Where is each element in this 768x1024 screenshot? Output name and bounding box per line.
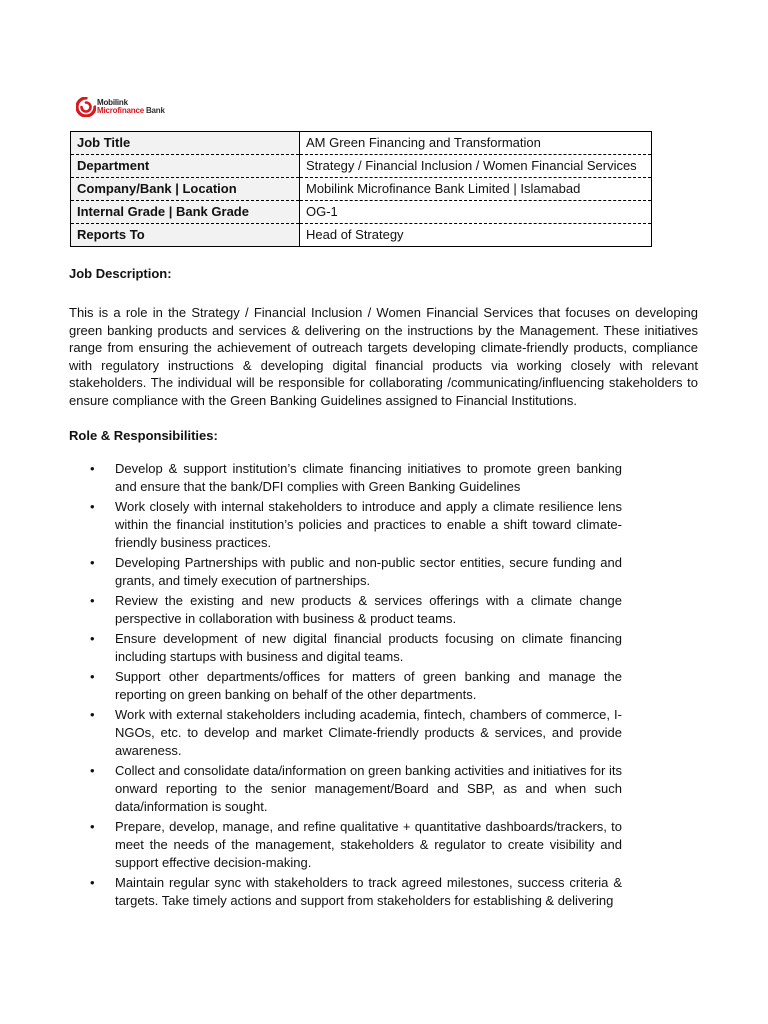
bullet-icon: • (90, 819, 95, 834)
table-row (71, 155, 652, 178)
list-item-text: Support other departments/offices for matters of green banking and manage the reporting on green banking on behalf of the other departments. (115, 669, 622, 702)
list-item (90, 818, 622, 872)
logo-text-mobilink: Mobilink (97, 98, 128, 107)
table-row-label: Company/Bank | Location (71, 178, 300, 201)
list-item-text: Work with external stakeholders including academia, fintech, chambers of commerce, I-NGOs, etc. to develop and market Climate-friendly products & services, and provide awareness. (115, 707, 622, 758)
list-item (90, 460, 622, 496)
bullet-icon: • (90, 555, 95, 570)
responsibilities-heading: Role & Responsibilities: (69, 428, 218, 443)
bullet-icon: • (90, 593, 95, 608)
list-item-text: Collect and consolidate data/information on green banking activities and initiatives for its onward reporting to the senior management/Board and SBP, as and when such data/information is sought. (115, 763, 622, 814)
bullet-icon: • (90, 499, 95, 514)
table-row-value: OG-1 (300, 201, 652, 224)
list-item (90, 630, 622, 666)
list-item (90, 668, 622, 704)
list-item-text: Prepare, develop, manage, and refine qualitative + quantitative dashboards/trackers, to meet the needs of the management, stakeholders & regulator to create visibility and support effective decision-making. (115, 819, 622, 870)
list-item (90, 592, 622, 628)
bullet-icon: • (90, 669, 95, 684)
table-row-label: Department (71, 155, 300, 178)
table-row-value: Head of Strategy (300, 224, 652, 247)
job-info-table (70, 131, 652, 247)
table-row-value: Mobilink Microfinance Bank Limited | Islamabad (300, 178, 652, 201)
list-item-text: Developing Partnerships with public and non-public sector entities, secure funding and grants, and timely execution of partnerships. (115, 555, 622, 588)
table-row (71, 178, 652, 201)
list-item-text: Review the existing and new products & services offerings with a climate change perspective in collaboration with business & product teams. (115, 593, 622, 626)
responsibilities-list (90, 460, 622, 912)
list-item (90, 762, 622, 816)
list-item (90, 706, 622, 760)
list-item (90, 874, 622, 910)
table-row (71, 224, 652, 247)
bullet-icon: • (90, 763, 95, 778)
company-logo (76, 96, 186, 122)
bullet-icon: • (90, 707, 95, 722)
table-row-label: Internal Grade | Bank Grade (71, 201, 300, 224)
logo-text-bank: Bank (143, 106, 165, 115)
list-item-text: Develop & support institution’s climate financing initiatives to promote green banking and ensure that the bank/DFI complies with Green Banking Guidelines (115, 461, 622, 494)
table-row-label: Reports To (71, 224, 300, 247)
list-item (90, 498, 622, 552)
list-item (90, 554, 622, 590)
job-description-heading: Job Description: (69, 266, 172, 281)
list-item-text: Maintain regular sync with stakeholders to track agreed milestones, success criteria & targets. Take timely actions and support from stakeholders for establishing & delivering (115, 875, 622, 908)
table-row (71, 132, 652, 155)
list-item-text: Ensure development of new digital financial products focusing on climate financing including startups with business and digital teams. (115, 631, 622, 664)
logo-text-microfinance-bank (97, 106, 165, 116)
bullet-icon: • (90, 461, 95, 476)
list-item-text: Work closely with internal stakeholders to introduce and apply a climate resilience lens within the financial institution’s policies and practices to enable a shift toward climate-friendly business practices. (115, 499, 622, 550)
bullet-icon: • (90, 875, 95, 890)
logo-text-microfinance: Microfinance (97, 106, 144, 115)
table-row-value: Strategy / Financial Inclusion / Women Financial Services (300, 155, 652, 178)
table-row-label: Job Title (71, 132, 300, 155)
bullet-icon: • (90, 631, 95, 646)
job-description-text: This is a role in the Strategy / Financial Inclusion / Women Financial Services that focuses on developing green banking products and services & delivering on the instructions by the Management. These initiatives range from ensuring the achievement of outreach targets developing climate-friendly products, compliance with regulatory instructions & developing digital financial products via working closely with relevant stakeholders. The individual will be responsible for collaborating /communicating/influencing stakeholders to ensure compliance with the Green Banking Guidelines assigned to Financial Institutions. (69, 305, 698, 408)
table-row (71, 201, 652, 224)
logo-swirl-icon (76, 97, 96, 117)
table-row-value: AM Green Financing and Transformation (300, 132, 652, 155)
